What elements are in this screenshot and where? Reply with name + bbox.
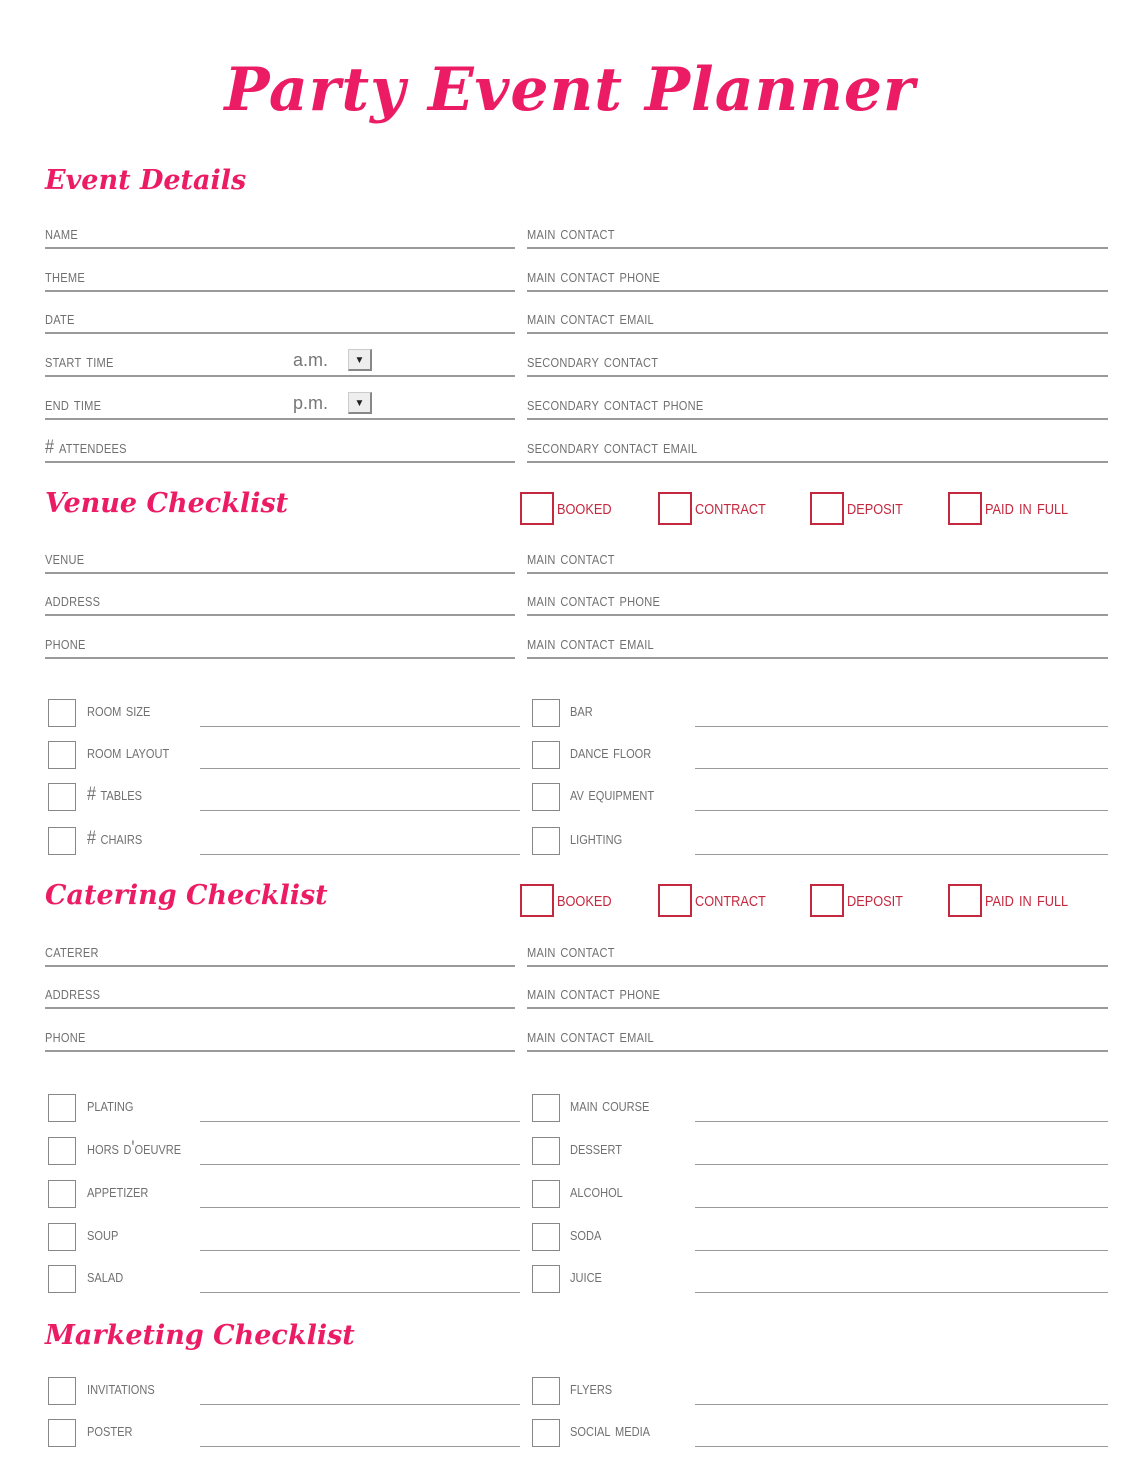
field-venue[interactable]	[45, 540, 515, 574]
dropdown-arrow-icon[interactable]: ▼	[348, 349, 372, 371]
checklist-label: dessert	[570, 1138, 622, 1159]
checkbox-av-equipment[interactable]	[532, 783, 560, 811]
checkbox-room-layout[interactable]	[48, 741, 76, 769]
checklist-line-soup[interactable]	[200, 1250, 520, 1251]
checklist-label: dance floor	[570, 742, 652, 763]
field-label: main contact phone	[527, 266, 661, 287]
checklist-label: soup	[87, 1224, 119, 1245]
checklist-line-poster[interactable]	[200, 1446, 520, 1447]
field-theme[interactable]	[45, 258, 515, 292]
status-checkbox-paid-in-full[interactable]	[948, 492, 982, 525]
field-label: name	[45, 223, 78, 244]
marketing-heading: Marketing Checklist	[45, 1320, 355, 1351]
field-caterer[interactable]	[45, 933, 515, 967]
field-main-contact-phone[interactable]	[527, 258, 1108, 292]
checklist-line-alcohol[interactable]	[695, 1207, 1108, 1208]
checklist-line-av-equipment[interactable]	[695, 810, 1108, 811]
checkbox-social-media[interactable]	[532, 1419, 560, 1447]
status-label: deposit	[847, 886, 903, 911]
field-label: main contact phone	[527, 590, 661, 611]
status-checkbox-booked[interactable]	[520, 884, 554, 917]
checkbox-main-course[interactable]	[532, 1094, 560, 1122]
checklist-line-soda[interactable]	[695, 1250, 1108, 1251]
checkbox-salad[interactable]	[48, 1265, 76, 1293]
field-label: start time	[45, 351, 114, 372]
checklist-line-tables[interactable]	[200, 810, 520, 811]
checklist-line-appetizer[interactable]	[200, 1207, 520, 1208]
field-secondary-contact[interactable]	[527, 343, 1108, 377]
field-label: phone	[45, 633, 86, 654]
checkbox-chairs[interactable]	[48, 827, 76, 855]
field-date[interactable]	[45, 300, 515, 334]
checklist-label: salad	[87, 1266, 124, 1287]
status-checkbox-contract[interactable]	[658, 884, 692, 917]
field-main-contact-email[interactable]	[527, 1018, 1108, 1052]
field-label: theme	[45, 266, 85, 287]
field-label: secondary contact email	[527, 437, 698, 458]
checklist-label: plating	[87, 1095, 134, 1116]
checklist-label: juice	[570, 1266, 602, 1287]
status-label: deposit	[847, 494, 903, 519]
checklist-line-invitations[interactable]	[200, 1404, 520, 1405]
field-label: address	[45, 590, 101, 611]
field-label: main contact email	[527, 1026, 654, 1047]
checklist-label: lighting	[570, 828, 623, 849]
checklist-line-juice[interactable]	[695, 1292, 1108, 1293]
field-secondary-contact-phone[interactable]	[527, 386, 1108, 420]
checkbox-soda[interactable]	[532, 1223, 560, 1251]
field-label: phone	[45, 1026, 86, 1047]
checklist-label: main course	[570, 1095, 650, 1116]
field-main-contact-email[interactable]	[527, 625, 1108, 659]
checklist-label: invitations	[87, 1378, 155, 1399]
checklist-line-salad[interactable]	[200, 1292, 520, 1293]
ampm-select-value[interactable]: a.m.	[293, 350, 329, 370]
checklist-label: appetizer	[87, 1181, 149, 1202]
field-label: main contact phone	[527, 983, 661, 1004]
field-address[interactable]	[45, 975, 515, 1009]
field-name[interactable]	[45, 215, 515, 249]
checklist-line-bar[interactable]	[695, 726, 1108, 727]
field-label: end time	[45, 394, 102, 415]
field-label: main contact email	[527, 308, 654, 329]
checklist-line-chairs[interactable]	[200, 854, 520, 855]
checklist-label: hors d'oeuvre	[87, 1138, 182, 1159]
checklist-label: room layout	[87, 742, 170, 763]
status-checkbox-booked[interactable]	[520, 492, 554, 525]
checklist-label: # chairs	[87, 828, 143, 849]
status-checkbox-contract[interactable]	[658, 492, 692, 525]
checklist-line-main-course[interactable]	[695, 1121, 1108, 1122]
field-main-contact-phone[interactable]	[527, 975, 1108, 1009]
checkbox-room-size[interactable]	[48, 699, 76, 727]
checkbox-soup[interactable]	[48, 1223, 76, 1251]
checkbox-poster[interactable]	[48, 1419, 76, 1447]
field-main-contact-email[interactable]	[527, 300, 1108, 334]
field-attendees[interactable]	[45, 429, 515, 463]
checklist-label: av equipment	[570, 784, 655, 805]
status-checkbox-deposit[interactable]	[810, 884, 844, 917]
event-details-heading: Event Details	[45, 165, 247, 196]
checklist-label: poster	[87, 1420, 133, 1441]
field-label: main contact	[527, 223, 615, 244]
field-main-contact[interactable]	[527, 215, 1108, 249]
field-label: main contact email	[527, 633, 654, 654]
checklist-label: flyers	[570, 1378, 613, 1399]
checkbox-hors-d-oeuvre[interactable]	[48, 1137, 76, 1165]
field-label: venue	[45, 548, 85, 569]
status-label: paid in full	[985, 886, 1069, 911]
checkbox-tables[interactable]	[48, 783, 76, 811]
ampm-select-value[interactable]: p.m.	[293, 393, 329, 413]
status-label: contract	[695, 494, 766, 519]
field-phone[interactable]	[45, 625, 515, 659]
field-label: main contact	[527, 941, 615, 962]
field-label: main contact	[527, 548, 615, 569]
field-main-contact-phone[interactable]	[527, 582, 1108, 616]
status-label: booked	[557, 886, 612, 911]
checklist-line-dance-floor[interactable]	[695, 768, 1108, 769]
venue-heading: Venue Checklist	[45, 488, 289, 519]
checklist-label: alcohol	[570, 1181, 623, 1202]
checklist-label: room size	[87, 700, 151, 721]
field-start-time[interactable]	[45, 343, 515, 377]
checklist-line-dessert[interactable]	[695, 1164, 1108, 1165]
field-address[interactable]	[45, 582, 515, 616]
status-checkbox-paid-in-full[interactable]	[948, 884, 982, 917]
field-label: caterer	[45, 941, 99, 962]
checklist-label: # tables	[87, 784, 143, 805]
checklist-label: social media	[570, 1420, 651, 1441]
checkbox-flyers[interactable]	[532, 1377, 560, 1405]
checkbox-dance-floor[interactable]	[532, 741, 560, 769]
field-label: address	[45, 983, 101, 1004]
field-main-contact[interactable]	[527, 933, 1108, 967]
status-label: booked	[557, 494, 612, 519]
status-label: contract	[695, 886, 766, 911]
checkbox-plating[interactable]	[48, 1094, 76, 1122]
checklist-label: soda	[570, 1224, 602, 1245]
field-label: secondary contact phone	[527, 394, 704, 415]
checklist-line-flyers[interactable]	[695, 1404, 1108, 1405]
checklist-line-lighting[interactable]	[695, 854, 1108, 855]
checklist-line-room-layout[interactable]	[200, 768, 520, 769]
checkbox-dessert[interactable]	[532, 1137, 560, 1165]
checklist-line-social-media[interactable]	[695, 1446, 1108, 1447]
field-secondary-contact-email[interactable]	[527, 429, 1108, 463]
status-checkbox-deposit[interactable]	[810, 492, 844, 525]
field-main-contact[interactable]	[527, 540, 1108, 574]
checklist-line-plating[interactable]	[200, 1121, 520, 1122]
field-label: date	[45, 308, 75, 329]
field-label: secondary contact	[527, 351, 659, 372]
checkbox-invitations[interactable]	[48, 1377, 76, 1405]
status-label: paid in full	[985, 494, 1069, 519]
field-end-time[interactable]	[45, 386, 515, 420]
checklist-label: bar	[570, 700, 593, 721]
checklist-line-hors-d-oeuvre[interactable]	[200, 1164, 520, 1165]
checkbox-appetizer[interactable]	[48, 1180, 76, 1208]
checkbox-juice[interactable]	[532, 1265, 560, 1293]
page-title: Party Event Planner	[224, 55, 916, 125]
checkbox-alcohol[interactable]	[532, 1180, 560, 1208]
checkbox-lighting[interactable]	[532, 827, 560, 855]
field-label: # attendees	[45, 437, 127, 458]
catering-heading: Catering Checklist	[45, 880, 328, 911]
dropdown-arrow-icon[interactable]: ▼	[348, 392, 372, 414]
field-phone[interactable]	[45, 1018, 515, 1052]
checkbox-bar[interactable]	[532, 699, 560, 727]
checklist-line-room-size[interactable]	[200, 726, 520, 727]
